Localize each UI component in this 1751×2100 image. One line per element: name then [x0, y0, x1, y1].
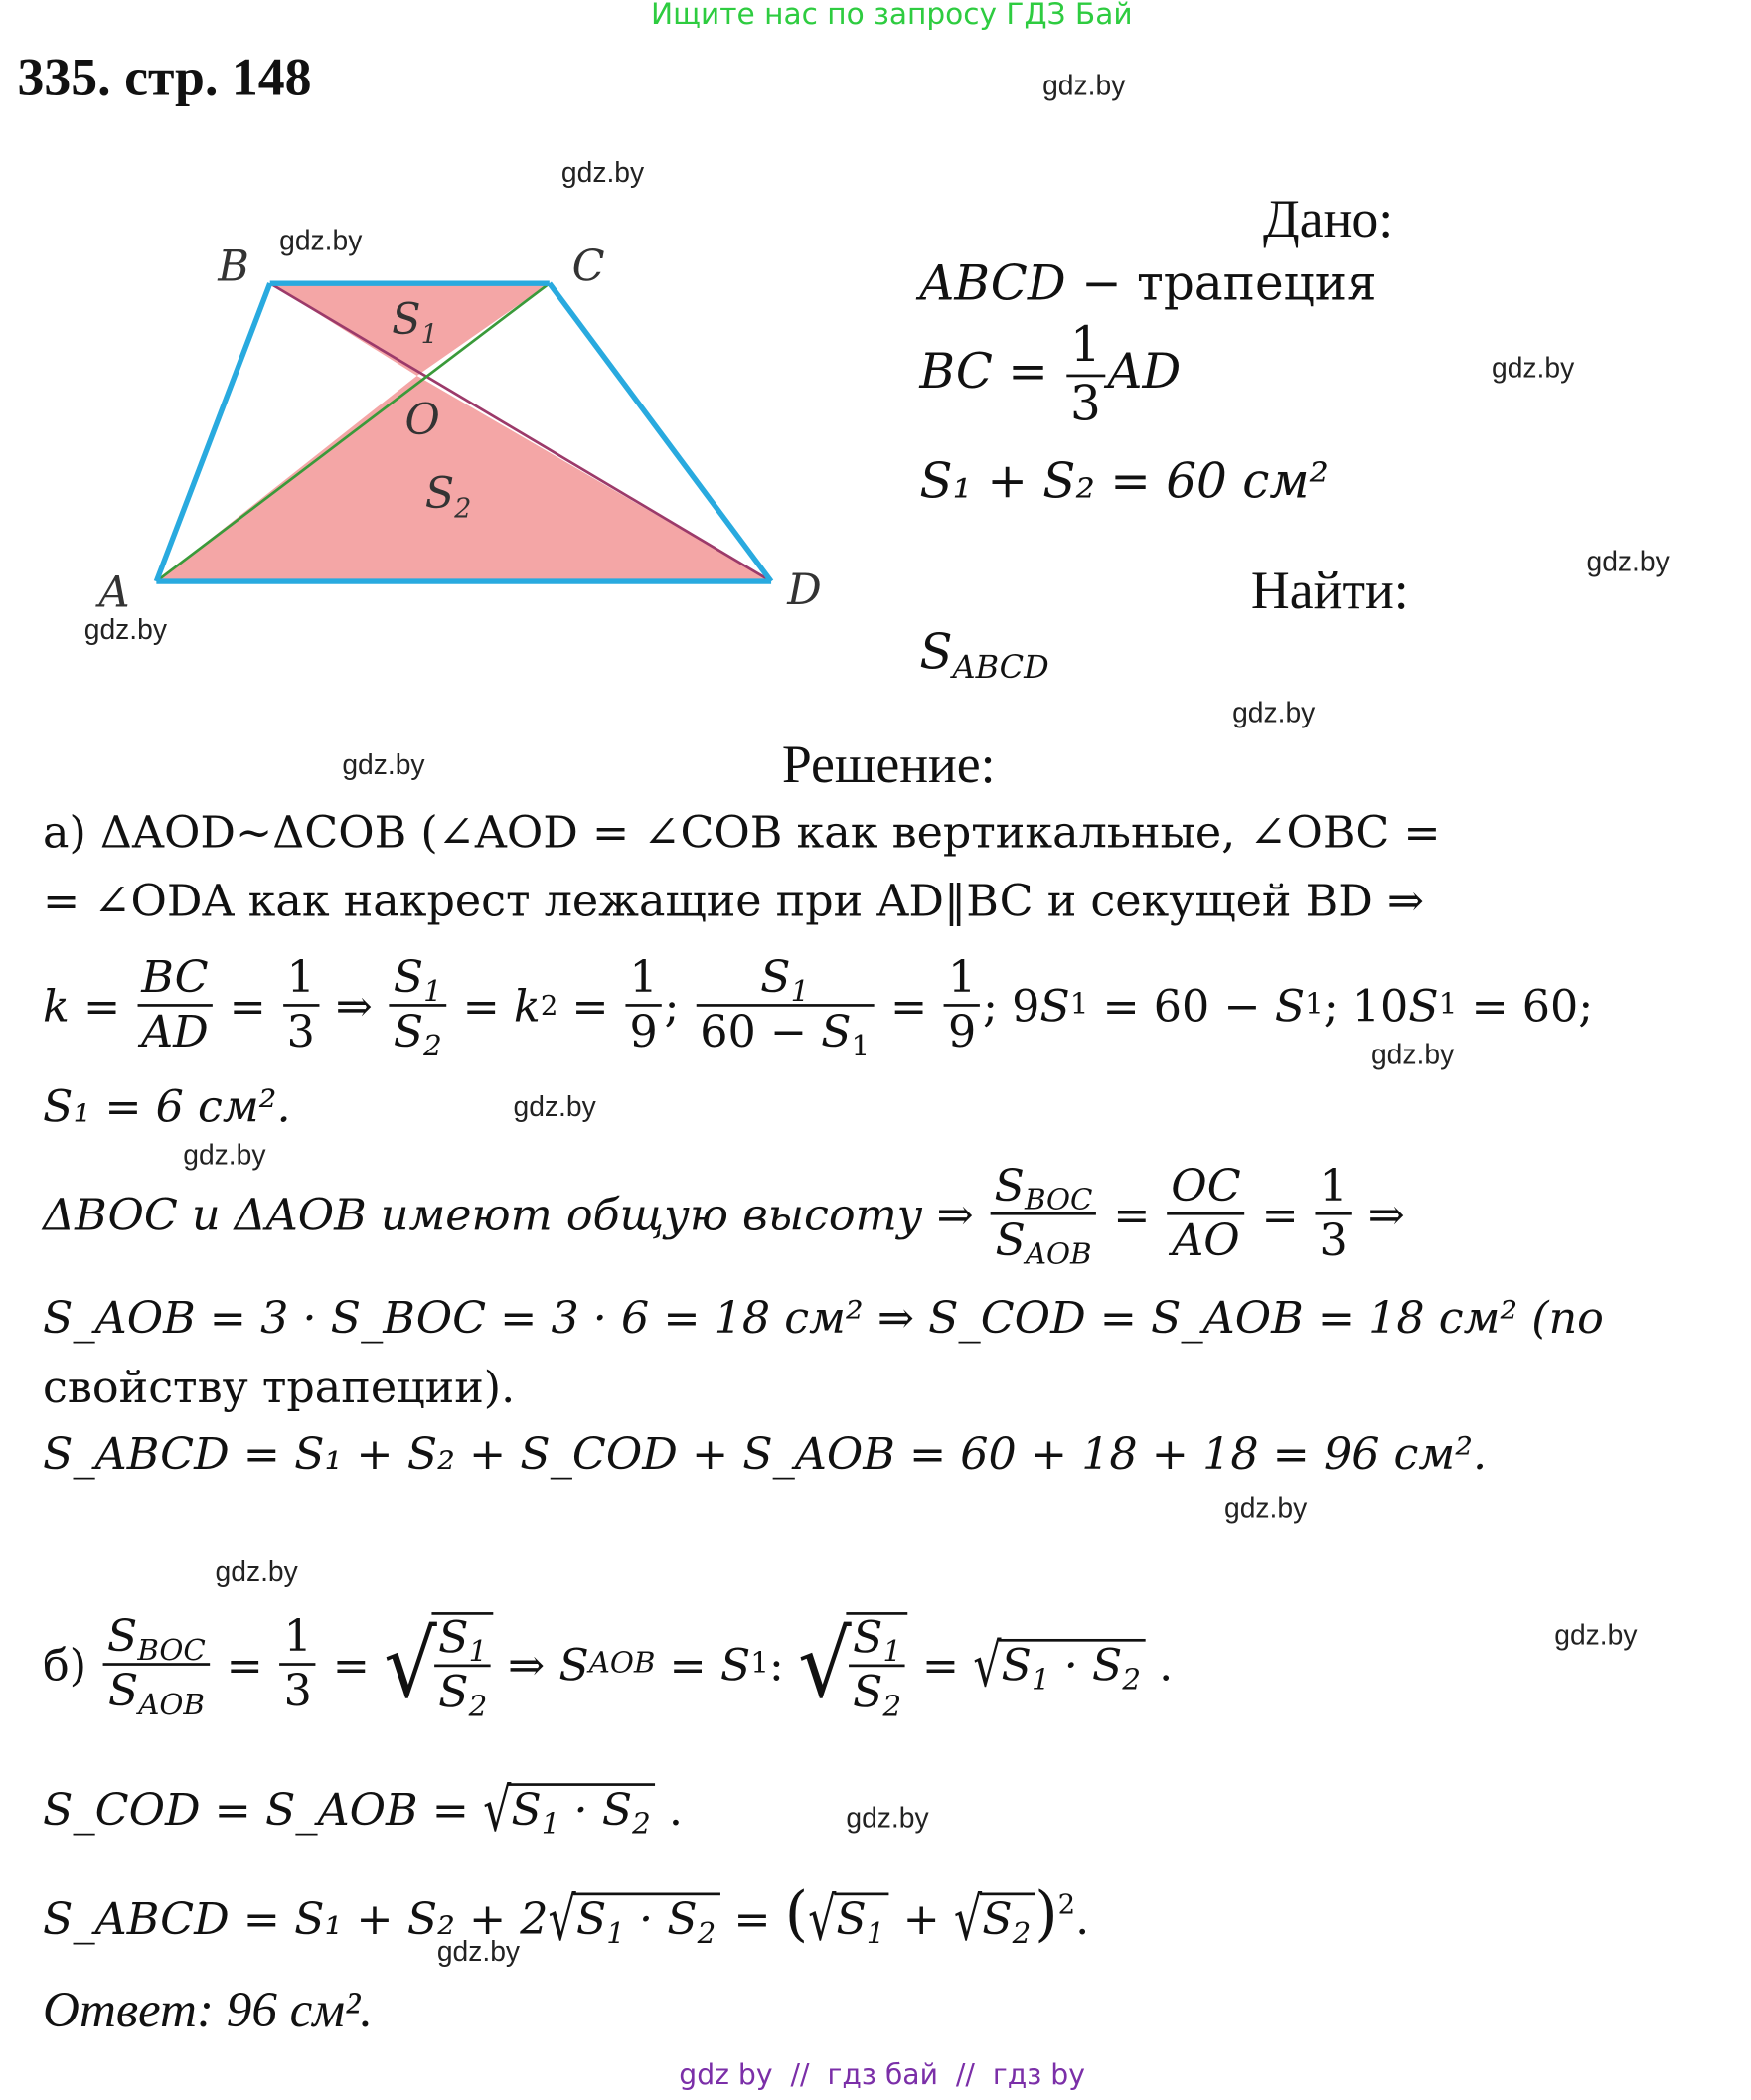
watermark: gdz.by — [436, 1936, 521, 1968]
watermark: gdz.by — [83, 614, 167, 646]
watermark: gdz.by — [215, 1556, 298, 1588]
solution-b-line-2: S_COD = S_AOB = $√S_1 \cdot S_2$ . — [43, 1774, 684, 1845]
solution-b-line-3: S_ABCD = $S_1 + S_2 + 2√S_1 \cdot S_2 = (√S_1 + √S_2)^2$. — [43, 1879, 1090, 1955]
fraction-numerator: 1 — [1066, 321, 1105, 377]
area-label-s1-sub: 1 — [420, 319, 438, 351]
solution-line-6: S_AOB = 3 · S_BOC = 3 · 6 = 18 см² ⇒ S_COD = S_AOB = 18 см² (по — [43, 1291, 1604, 1344]
given-heading: Дано: — [1263, 188, 1394, 249]
solution-b-line-1: б) $\frac{S_{BOC}}{S_{AOB}}$ = $\frac{1}{3}$ = √ $\frac{S_1}{S_2}$ ⇒ S AOB = S 1 : √ $\frac{S_1}{S_2}$ = √ $S_1 \cdot S_2$ . — [43, 1609, 1174, 1724]
watermark: gdz.by — [183, 1140, 266, 1172]
problem-title: 335. стр. 148 — [17, 47, 312, 107]
watermark: gdz.by — [279, 226, 363, 257]
watermark: gdz.by — [342, 749, 425, 781]
solution-line-2: = ∠ODA как накрест лежащие при AD‖BC и секущей BD ⇒ — [43, 874, 1425, 927]
given-line-2 — [919, 318, 1182, 432]
vertex-label-b: B — [218, 242, 249, 292]
watermark: gdz.by — [1232, 698, 1316, 729]
area-label-s1-letter: S — [392, 295, 421, 346]
area-label-s2-letter: S — [424, 469, 455, 520]
solution-line-3: k = $\frac{BC}{AD}$ = $\frac{1}{3}$ ⇒ $\frac{S_1}{S_2}$ = k 2 = $\frac{1}{9}$ ; $\frac{S_1}{60 - S_1}$ = $\frac{1}{9}$ ; 9 S 1 = 60 − S 1 ; 10 S 1 = 60; — [43, 950, 1594, 1063]
solution-line-5: ΔBOC и ΔAOB имеют общую высоту ⇒ $\frac{S_{BOC}}{S_{AOB}}$ = $\frac{OC}{AO}$ = $\frac{1}{3}$ ⇒ — [43, 1159, 1405, 1272]
vertex-label-d: D — [787, 565, 822, 615]
area-label-s2-sub: 2 — [454, 493, 472, 525]
vertex-label-a: A — [98, 567, 130, 618]
solution-line-7: свойству трапеции). — [43, 1361, 516, 1413]
given-figure-name: ABCD — [919, 256, 1066, 312]
solution-line-4: S₁ = 6 см². — [43, 1079, 291, 1133]
common-height-text: ΔBOC и ΔAOB имеют общую высоту ⇒ — [43, 1188, 974, 1240]
watermark: gdz.by — [1042, 71, 1126, 102]
watermark: gdz.by — [1586, 547, 1670, 578]
part-b-label: б) — [43, 1638, 87, 1691]
given-line-3: S₁ + S₂ = 60 см² — [919, 454, 1329, 510]
footer-links[interactable]: gdz by // гдз бай // гдз by — [679, 2058, 1085, 2091]
find-value-sub: ABCD — [952, 648, 1049, 687]
watermark: gdz.by — [846, 1803, 929, 1835]
top-banner[interactable]: Ищите нас по запросу ГДЗ Бай — [651, 0, 1133, 33]
given-bc: BC = — [919, 344, 1048, 400]
watermark: gdz.by — [1554, 1620, 1638, 1652]
trapezoid-figure — [0, 228, 856, 629]
solution-heading: Решение: — [781, 733, 996, 794]
find-value — [919, 625, 1049, 687]
given-figure-type: − трапеция — [1065, 256, 1377, 312]
given-ad: AD — [1107, 344, 1182, 400]
watermark: gdz.by — [1492, 353, 1575, 385]
point-label-o: O — [404, 396, 440, 446]
fraction-denominator: 3 — [1069, 377, 1101, 432]
answer: Ответ: 96 см². — [43, 1982, 374, 2039]
vertex-label-c: C — [571, 242, 605, 292]
triangle-s2-fill — [156, 376, 771, 581]
given-line-1 — [919, 256, 1376, 311]
find-value-letter: S — [919, 625, 953, 681]
find-heading: Найти: — [1250, 560, 1409, 621]
fraction-one-third — [1066, 318, 1105, 432]
watermark: gdz.by — [560, 157, 645, 189]
watermark: gdz.by — [1224, 1493, 1308, 1525]
watermark: gdz.by — [513, 1091, 596, 1123]
scod-equals-saob: S_COD = S_AOB = — [43, 1783, 469, 1836]
solution-line-8: S_ABCD = S₁ + S₂ + S_COD + S_AOB = 60 + 18 + 18 = 96 см². — [43, 1427, 1488, 1480]
watermark: gdz.by — [1370, 1040, 1455, 1071]
solution-line-1: а) ΔAOD~ΔCOB (∠AOD = ∠COB как вертикальные, ∠OBC = — [43, 806, 1441, 859]
sabcd-expansion: S_ABCD = S₁ + S₂ + 2 — [43, 1892, 549, 1945]
